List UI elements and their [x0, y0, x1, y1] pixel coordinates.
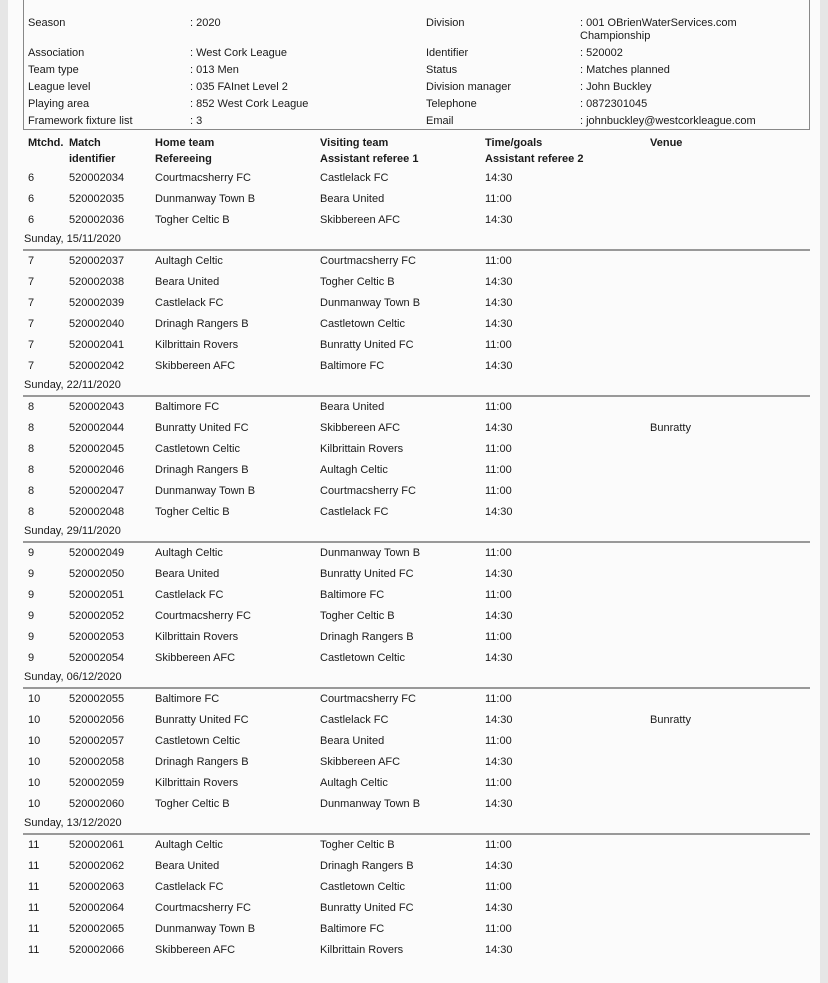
home-team-cell: Baltimore FC — [155, 693, 220, 705]
visiting-team-cell: Beara United — [320, 401, 385, 413]
visiting-team-cell: Bunratty United FC — [320, 902, 414, 914]
time-cell: 11:00 — [485, 777, 512, 789]
venue-cell: Bunratty — [650, 714, 691, 726]
header-visiting-team: Visiting team — [320, 137, 389, 149]
telephone-value: : 0872301045 — [580, 98, 648, 110]
matchday-cell: 7 — [28, 297, 35, 309]
match-id-cell: 520002053 — [69, 631, 125, 643]
match-id-cell: 520002035 — [69, 193, 125, 205]
table-row — [8, 314, 820, 335]
time-cell: 14:30 — [485, 276, 513, 288]
time-cell: 14:30 — [485, 610, 513, 622]
match-id-cell: 520002047 — [69, 485, 125, 497]
match-id-cell: 520002042 — [69, 360, 125, 372]
visiting-team-cell: Skibbereen AFC — [320, 422, 401, 434]
email-label: Email — [426, 115, 454, 127]
time-cell: 11:00 — [485, 693, 512, 705]
time-cell: 14:30 — [485, 568, 513, 580]
table-row — [8, 502, 820, 523]
matchday-cell: 10 — [28, 693, 41, 705]
home-team-cell: Castlelack FC — [155, 589, 224, 601]
home-team-cell: Togher Celtic B — [155, 506, 230, 518]
time-cell: 11:00 — [485, 839, 512, 851]
home-team-cell: Courtmacsherry FC — [155, 902, 251, 914]
matchday-cell: 10 — [28, 798, 41, 810]
table-row — [8, 940, 820, 961]
matchday-cell: 11 — [28, 860, 40, 872]
matchday-cell: 7 — [28, 276, 35, 288]
home-team-cell: Bunratty United FC — [155, 422, 249, 434]
home-team-cell: Baltimore FC — [155, 401, 220, 413]
match-id-cell: 520002055 — [69, 693, 125, 705]
table-row — [8, 606, 820, 627]
home-team-cell: Aultagh Celtic — [155, 547, 223, 559]
home-team-cell: Kilbrittain Rovers — [155, 631, 239, 643]
visiting-team-cell: Drinagh Rangers B — [320, 860, 414, 872]
table-row — [8, 773, 820, 794]
table-row — [8, 189, 820, 210]
table-row — [8, 898, 820, 919]
matchday-cell: 11 — [28, 923, 40, 935]
time-cell: 11:00 — [485, 193, 512, 205]
table-row — [8, 564, 820, 585]
table-row — [8, 418, 820, 439]
time-cell: 14:30 — [485, 756, 513, 768]
matchday-cell: 9 — [28, 568, 35, 580]
match-id-cell: 520002060 — [69, 798, 125, 810]
match-id-cell: 520002056 — [69, 714, 125, 726]
match-id-cell: 520002057 — [69, 735, 125, 747]
home-team-cell: Skibbereen AFC — [155, 360, 236, 372]
table-row — [8, 293, 820, 314]
visiting-team-cell: Courtmacsherry FC — [320, 255, 416, 267]
table-row — [8, 460, 820, 481]
time-cell: 11:00 — [485, 631, 512, 643]
league-level-label: League level — [28, 81, 91, 93]
home-team-cell: Dunmanway Town B — [155, 193, 256, 205]
status-label: Status — [426, 64, 458, 76]
visiting-team-cell: Togher Celtic B — [320, 839, 395, 851]
home-team-cell: Castletown Celtic — [155, 443, 240, 455]
time-cell: 14:30 — [485, 297, 513, 309]
home-team-cell: Drinagh Rangers B — [155, 756, 249, 768]
venue-cell: Bunratty — [650, 422, 691, 434]
home-team-cell: Dunmanway Town B — [155, 923, 256, 935]
home-team-cell: Castlelack FC — [155, 297, 224, 309]
time-cell: 11:00 — [485, 485, 512, 497]
season-value: : 2020 — [190, 17, 221, 29]
match-id-cell: 520002064 — [69, 902, 125, 914]
visiting-team-cell: Baltimore FC — [320, 589, 385, 601]
time-cell: 11:00 — [485, 401, 512, 413]
home-team-cell: Kilbrittain Rovers — [155, 339, 239, 351]
time-cell: 14:30 — [485, 422, 513, 434]
header-assistant-referee-2: Assistant referee 2 — [485, 153, 584, 165]
visiting-team-cell: Togher Celtic B — [320, 276, 395, 288]
table-row — [8, 481, 820, 502]
home-team-cell: Skibbereen AFC — [155, 652, 236, 664]
matchday-cell: 9 — [28, 547, 35, 559]
visiting-team-cell: Dunmanway Town B — [320, 547, 421, 559]
match-id-cell: 520002059 — [69, 777, 125, 789]
home-team-cell: Beara United — [155, 276, 220, 288]
matchday-cell: 8 — [28, 506, 35, 518]
division-manager-value: : John Buckley — [580, 81, 652, 93]
home-team-cell: Beara United — [155, 860, 220, 872]
matchday-cell: 9 — [28, 610, 35, 622]
season-label: Season — [28, 17, 66, 29]
matchday-cell: 6 — [28, 172, 35, 184]
association-label: Association — [28, 47, 85, 59]
email-value: : johnbuckley@westcorkleague.com — [580, 115, 756, 127]
division-value: : 001 OBrienWaterServices.com Championship — [580, 17, 737, 42]
visiting-team-cell: Skibbereen AFC — [320, 214, 401, 226]
match-id-cell: 520002066 — [69, 944, 125, 956]
visiting-team-cell: Beara United — [320, 193, 385, 205]
match-date-heading: Sunday, 22/11/2020 — [24, 379, 121, 391]
home-team-cell: Kilbrittain Rovers — [155, 777, 239, 789]
visiting-team-cell: Bunratty United FC — [320, 568, 414, 580]
header-matchday: Mtchd. — [28, 137, 64, 149]
table-row — [8, 356, 820, 377]
table-row — [8, 835, 820, 856]
table-row — [8, 648, 820, 669]
matchday-cell: 7 — [28, 360, 35, 372]
table-row — [8, 919, 820, 940]
identifier-value: : 520002 — [580, 47, 623, 59]
visiting-team-cell: Kilbrittain Rovers — [320, 443, 404, 455]
header-home-team: Home team — [155, 137, 215, 149]
match-id-cell: 520002049 — [69, 547, 125, 559]
home-team-cell: Togher Celtic B — [155, 798, 230, 810]
header-time-goals: Time/goals — [485, 137, 543, 149]
time-cell: 11:00 — [485, 464, 512, 476]
matchday-cell: 9 — [28, 652, 35, 664]
match-id-cell: 520002062 — [69, 860, 125, 872]
playing-area-label: Playing area — [28, 98, 90, 110]
time-cell: 11:00 — [485, 735, 512, 747]
table-row — [8, 168, 820, 189]
visiting-team-cell: Dunmanway Town B — [320, 798, 421, 810]
home-team-cell: Skibbereen AFC — [155, 944, 236, 956]
time-cell: 11:00 — [485, 339, 512, 351]
time-cell: 11:00 — [485, 255, 512, 267]
matchday-cell: 8 — [28, 464, 35, 476]
visiting-team-cell: Castletown Celtic — [320, 318, 405, 330]
association-value: : West Cork League — [190, 47, 288, 59]
home-team-cell: Aultagh Celtic — [155, 255, 223, 267]
visiting-team-cell: Castlelack FC — [320, 506, 389, 518]
time-cell: 14:30 — [485, 506, 513, 518]
home-team-cell: Beara United — [155, 568, 220, 580]
table-row — [8, 627, 820, 648]
header-identifier: identifier — [69, 153, 116, 165]
table-row — [8, 856, 820, 877]
time-cell: 14:30 — [485, 860, 513, 872]
visiting-team-cell: Baltimore FC — [320, 360, 385, 372]
header-match: Match — [69, 137, 101, 149]
matchday-cell: 11 — [28, 839, 40, 851]
division-manager-label: Division manager — [426, 81, 511, 93]
matchday-cell: 7 — [28, 255, 35, 267]
match-id-cell: 520002038 — [69, 276, 125, 288]
visiting-team-cell: Castletown Celtic — [320, 881, 405, 893]
table-row — [8, 731, 820, 752]
table-row — [8, 439, 820, 460]
match-id-cell: 520002043 — [69, 401, 125, 413]
visiting-team-cell: Bunratty United FC — [320, 339, 414, 351]
match-id-cell: 520002051 — [69, 589, 125, 601]
matchday-cell: 11 — [28, 881, 40, 893]
table-row — [8, 272, 820, 293]
match-id-cell: 520002040 — [69, 318, 125, 330]
framework-value: : 3 — [190, 115, 203, 127]
match-id-cell: 520002034 — [69, 172, 125, 184]
match-id-cell: 520002044 — [69, 422, 125, 434]
match-date-heading: Sunday, 06/12/2020 — [24, 671, 122, 683]
visiting-team-cell: Aultagh Celtic — [320, 464, 388, 476]
league-level-value: : 035 FAInet Level 2 — [190, 81, 288, 93]
matchday-cell: 7 — [28, 318, 35, 330]
match-id-cell: 520002065 — [69, 923, 125, 935]
time-cell: 11:00 — [485, 443, 512, 455]
match-date-heading: Sunday, 13/12/2020 — [24, 817, 122, 829]
time-cell: 14:30 — [485, 172, 513, 184]
table-row — [8, 585, 820, 606]
match-id-cell: 520002041 — [69, 339, 125, 351]
matchday-cell: 8 — [28, 422, 35, 434]
visiting-team-cell: Courtmacsherry FC — [320, 693, 416, 705]
matchday-cell: 11 — [28, 944, 40, 956]
matchday-cell: 6 — [28, 214, 35, 226]
time-cell: 11:00 — [485, 589, 512, 601]
match-id-cell: 520002048 — [69, 506, 125, 518]
matchday-cell: 8 — [28, 401, 35, 413]
time-cell: 14:30 — [485, 360, 513, 372]
team-type-value: : 013 Men — [190, 64, 239, 76]
identifier-label: Identifier — [426, 47, 469, 59]
table-row — [8, 794, 820, 815]
visiting-team-cell: Drinagh Rangers B — [320, 631, 414, 643]
matchday-cell: 7 — [28, 339, 35, 351]
table-row — [8, 210, 820, 231]
header-assistant-referee-1: Assistant referee 1 — [320, 153, 419, 165]
matchday-cell: 8 — [28, 443, 35, 455]
match-id-cell: 520002063 — [69, 881, 125, 893]
home-team-cell: Dunmanway Town B — [155, 485, 256, 497]
matchday-cell: 8 — [28, 485, 35, 497]
status-value: : Matches planned — [580, 64, 670, 76]
home-team-cell: Castlelack FC — [155, 881, 224, 893]
time-cell: 14:30 — [485, 944, 513, 956]
matchday-cell: 11 — [28, 902, 40, 914]
fixture-list-page — [8, 0, 820, 983]
home-team-cell: Drinagh Rangers B — [155, 464, 249, 476]
table-row — [8, 689, 820, 710]
match-id-cell: 520002046 — [69, 464, 125, 476]
match-id-cell: 520002037 — [69, 255, 125, 267]
visiting-team-cell: Skibbereen AFC — [320, 756, 401, 768]
playing-area-value: : 852 West Cork League — [190, 98, 309, 110]
framework-label: Framework fixture list — [28, 115, 133, 127]
visiting-team-cell: Castlelack FC — [320, 172, 389, 184]
match-id-cell: 520002036 — [69, 214, 125, 226]
matchday-cell: 9 — [28, 631, 35, 643]
time-cell: 11:00 — [485, 881, 512, 893]
visiting-team-cell: Castlelack FC — [320, 714, 389, 726]
table-row — [8, 251, 820, 272]
match-date-heading: Sunday, 29/11/2020 — [24, 525, 121, 537]
visiting-team-cell: Togher Celtic B — [320, 610, 395, 622]
visiting-team-cell: Beara United — [320, 735, 385, 747]
matchday-cell: 10 — [28, 735, 41, 747]
visiting-team-cell: Dunmanway Town B — [320, 297, 421, 309]
match-id-cell: 520002054 — [69, 652, 125, 664]
time-cell: 11:00 — [485, 547, 512, 559]
match-id-cell: 520002050 — [69, 568, 125, 580]
visiting-team-cell: Castletown Celtic — [320, 652, 405, 664]
matchday-cell: 10 — [28, 714, 41, 726]
table-row — [8, 877, 820, 898]
visiting-team-cell: Courtmacsherry FC — [320, 485, 416, 497]
match-id-cell: 520002061 — [69, 839, 125, 851]
time-cell: 14:30 — [485, 902, 513, 914]
team-type-label: Team type — [28, 64, 79, 76]
home-team-cell: Courtmacsherry FC — [155, 610, 251, 622]
match-id-cell: 520002058 — [69, 756, 125, 768]
visiting-team-cell: Baltimore FC — [320, 923, 385, 935]
matchday-cell: 9 — [28, 589, 35, 601]
matchday-cell: 6 — [28, 193, 35, 205]
match-id-cell: 520002052 — [69, 610, 125, 622]
match-id-cell: 520002039 — [69, 297, 125, 309]
home-team-cell: Aultagh Celtic — [155, 839, 223, 851]
table-row — [8, 752, 820, 773]
time-cell: 14:30 — [485, 798, 513, 810]
match-date-heading: Sunday, 15/11/2020 — [24, 233, 121, 245]
table-row — [8, 397, 820, 418]
division-label: Division — [426, 17, 465, 29]
time-cell: 14:30 — [485, 318, 513, 330]
time-cell: 14:30 — [485, 214, 513, 226]
home-team-cell: Castletown Celtic — [155, 735, 240, 747]
header-venue: Venue — [650, 137, 683, 149]
table-row — [8, 543, 820, 564]
table-row — [8, 335, 820, 356]
home-team-cell: Drinagh Rangers B — [155, 318, 249, 330]
visiting-team-cell: Aultagh Celtic — [320, 777, 388, 789]
time-cell: 14:30 — [485, 652, 513, 664]
matchday-cell: 10 — [28, 756, 41, 768]
table-row — [8, 710, 820, 731]
home-team-cell: Courtmacsherry FC — [155, 172, 251, 184]
home-team-cell: Bunratty United FC — [155, 714, 249, 726]
visiting-team-cell: Kilbrittain Rovers — [320, 944, 404, 956]
header-refereeing: Refereeing — [155, 153, 212, 165]
home-team-cell: Togher Celtic B — [155, 214, 230, 226]
time-cell: 11:00 — [485, 923, 512, 935]
telephone-label: Telephone — [426, 98, 477, 110]
time-cell: 14:30 — [485, 714, 513, 726]
matchday-cell: 10 — [28, 777, 41, 789]
match-id-cell: 520002045 — [69, 443, 125, 455]
